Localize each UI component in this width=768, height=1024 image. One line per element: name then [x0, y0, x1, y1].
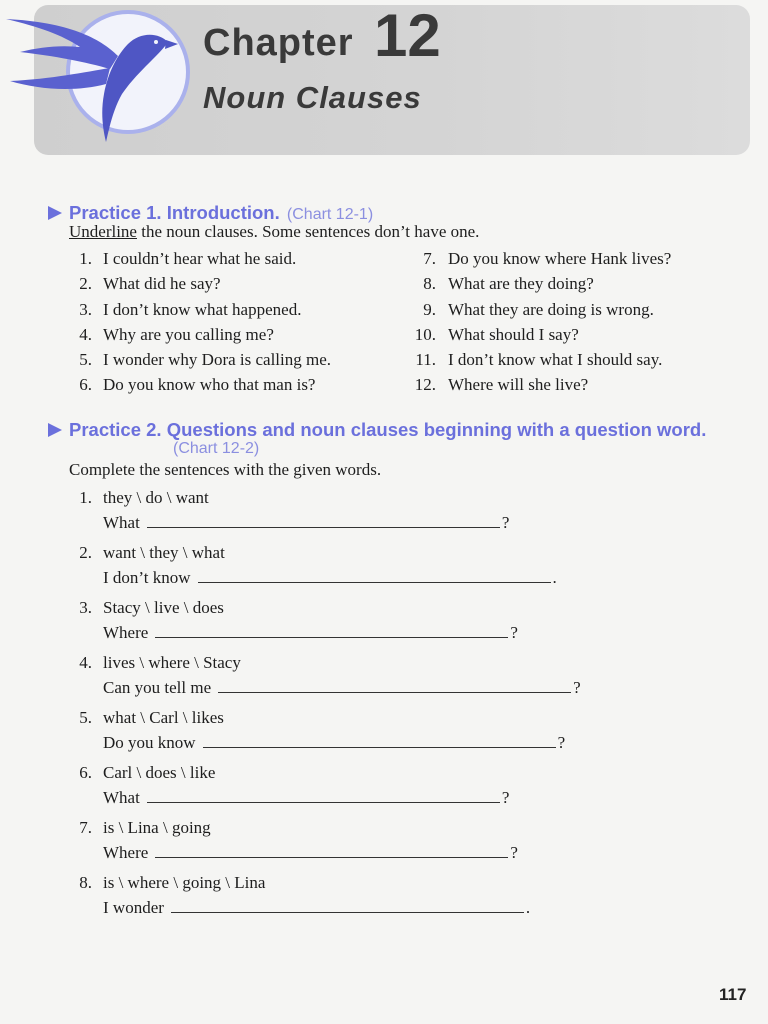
instruction-text: the noun clauses. Some sentences don’t have one. [136, 222, 480, 241]
instruction-underlined-word: Underline [69, 222, 137, 241]
exercise-prompt [60, 708, 224, 728]
item-number: 5. [79, 708, 92, 727]
given-words: they \ do \ want [103, 488, 209, 507]
item-number: 11. [415, 350, 436, 369]
item-sentence: I wonder why Dora is calling me. [103, 350, 332, 369]
list-item [60, 325, 274, 345]
item-number: 8. [423, 274, 436, 293]
exercise-prompt [60, 873, 265, 893]
item-sentence: I don’t know what I should say. [448, 350, 663, 369]
answer-blank [155, 624, 508, 638]
list-item [60, 350, 331, 370]
item-sentence: What should I say? [448, 325, 579, 344]
item-number: 5. [79, 350, 92, 369]
item-number: 10. [414, 325, 436, 344]
sentence-stem: I don’t know [103, 568, 191, 587]
given-words: what \ Carl \ likes [103, 708, 224, 727]
sentence-end: . [525, 898, 531, 917]
exercise-prompt [60, 543, 225, 563]
item-sentence: What are they doing? [448, 274, 594, 293]
practice-label: Practice 1. [69, 202, 162, 223]
chapter-label: Chapter [203, 22, 354, 64]
sentence-stem: Can you tell me [103, 678, 212, 697]
item-sentence: Why are you calling me? [103, 325, 274, 344]
item-sentence: Do you know where Hank lives? [448, 249, 672, 268]
sentence-stem: I wonder [103, 898, 164, 917]
item-number: 12. [414, 375, 436, 394]
answer-blank [198, 569, 551, 583]
chart-reference: (Chart 12-2) [173, 440, 260, 457]
page-number: 117 [719, 985, 747, 1004]
item-sentence: Where will she live? [448, 375, 589, 394]
item-number: 7. [79, 818, 92, 837]
item-number: 2. [79, 543, 92, 562]
sentence-end: . [552, 568, 557, 587]
list-item [60, 274, 221, 294]
list-item [60, 375, 315, 395]
answer-line [103, 678, 581, 698]
list-item [60, 300, 301, 320]
answer-line [103, 513, 509, 533]
sentence-stem: Where [103, 623, 149, 642]
item-number: 4. [79, 325, 92, 344]
answer-blank [203, 734, 556, 748]
exercise-prompt [60, 488, 209, 508]
item-number: 3. [79, 598, 92, 617]
answer-line [103, 568, 557, 588]
answer-blank [218, 679, 571, 693]
item-sentence: What they are doing is wrong. [448, 300, 654, 319]
sentence-stem: Do you know [103, 733, 196, 752]
item-number: 6. [79, 763, 92, 782]
exercise-prompt [60, 818, 211, 838]
list-item [60, 249, 296, 269]
exercise-prompt [60, 653, 241, 673]
given-words: Stacy \ live \ does [103, 598, 224, 617]
answer-line [103, 843, 518, 863]
practice-label: Practice 2. [69, 419, 162, 440]
practice-instruction: Complete the sentences with the given words. [69, 460, 382, 479]
answer-blank [147, 789, 500, 803]
item-number: 4. [79, 653, 92, 672]
item-number: 3. [79, 300, 92, 319]
list-item [400, 274, 594, 294]
item-number: 2. [79, 274, 92, 293]
list-item [400, 300, 654, 320]
item-number: 7. [423, 249, 436, 268]
chapter-number: 12 [374, 2, 441, 69]
item-sentence: I couldn’t hear what he said. [103, 249, 297, 268]
answer-blank [171, 899, 524, 913]
given-words: is \ where \ going \ Lina [103, 873, 266, 892]
item-sentence: Do you know who that man is? [103, 375, 316, 394]
sentence-end: ? [573, 678, 581, 697]
answer-line [103, 898, 530, 918]
item-number: 1. [79, 249, 92, 268]
sentence-end: ? [557, 733, 566, 752]
answer-line [103, 733, 565, 753]
swallow-bird-icon [0, 2, 190, 152]
item-number: 1. [79, 488, 92, 507]
exercise-prompt [60, 763, 215, 783]
sentence-stem: What [103, 513, 140, 532]
given-words: want \ they \ what [103, 543, 225, 562]
given-words: is \ Lina \ going [103, 818, 211, 837]
list-item [400, 325, 579, 345]
item-number: 6. [79, 375, 92, 394]
item-number: 8. [79, 873, 92, 892]
practice-instruction [69, 222, 479, 242]
sentence-stem: What [103, 788, 140, 807]
practice-title: Introduction. [166, 202, 280, 223]
answer-blank [155, 844, 508, 858]
answer-blank [147, 514, 500, 528]
answer-line [103, 623, 518, 643]
chart-reference: (Chart 12-1) [286, 206, 374, 223]
arrow-bullet-icon [48, 423, 62, 437]
list-item [400, 350, 662, 370]
exercise-prompt [60, 598, 224, 618]
sentence-end: ? [510, 623, 518, 642]
given-words: Carl \ does \ like [103, 763, 216, 782]
sentence-end: ? [510, 843, 518, 862]
given-words: lives \ where \ Stacy [103, 653, 241, 672]
sentence-end: ? [501, 513, 510, 532]
list-item [400, 249, 671, 269]
practice-heading [69, 419, 706, 441]
list-item [400, 375, 588, 395]
sentence-stem: Where [103, 843, 149, 862]
practice-title: Questions and noun clauses beginning with a question word. [166, 419, 707, 440]
arrow-bullet-icon [48, 206, 62, 220]
answer-line [103, 788, 509, 808]
item-sentence: What did he say? [103, 274, 221, 293]
item-number: 9. [423, 300, 436, 319]
chapter-title: Noun Clauses [203, 80, 422, 115]
item-sentence: I don’t know what happened. [103, 300, 302, 319]
sentence-end: ? [501, 788, 510, 807]
